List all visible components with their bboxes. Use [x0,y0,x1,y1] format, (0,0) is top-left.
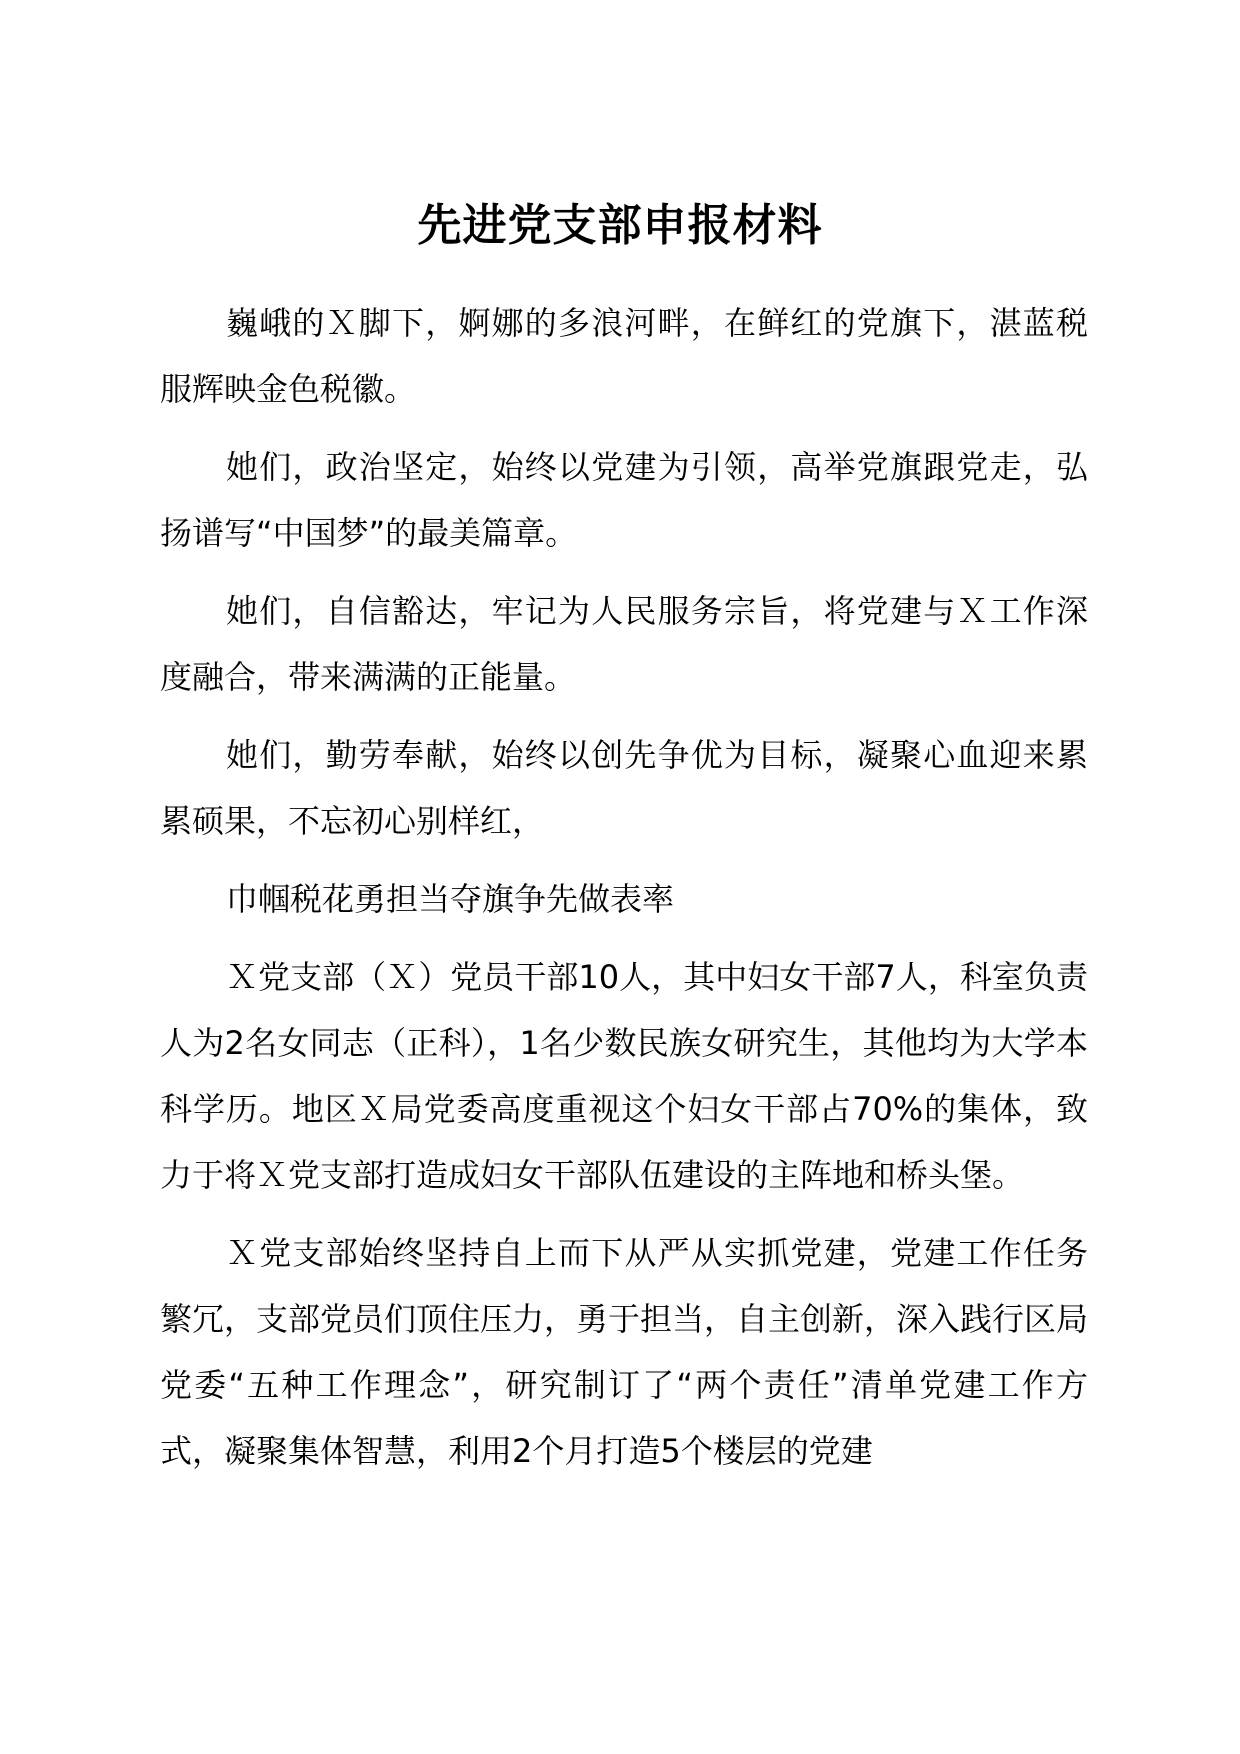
document-title: 先进党支部申报材料 [417,200,823,251]
paragraph-2: 她们，政治坚定，始终以党建为引领，高举党旗跟党走，弘扬谱写“中国梦”的最美篇章。 [160,448,1088,552]
paragraph-1: 巍峨的Ｘ脚下，婀娜的多浪河畔，在鲜红的党旗下，湛蓝税服辉映金色税徽。 [160,304,1088,408]
document-body [160,290,1088,1496]
paragraph-5: Ｘ党支部（Ｘ）党员干部10人，其中妇女干部7人，科室负责人为2名女同志（正科），1名少数民族女研究生，其他均为大学本科学历。地区Ｘ局党委高度重视这个妇女干部占70%的集体，致力于将Ｘ党支部打造成妇女干部队伍建设的主阵地和桥头堡。 [160,958,1088,1194]
paragraph-4: 她们，勤劳奉献，始终以创先争优为目标，凝聚心血迎来累累硕果，不忘初心别样红， [160,736,1088,840]
paragraph-3: 她们，自信豁达，牢记为人民服务宗旨，将党建与Ｘ工作深度融合，带来满满的正能量。 [160,592,1088,696]
paragraph-6: Ｘ党支部始终坚持自上而下从严从实抓党建，党建工作任务繁冗，支部党员们顶住压力，勇于担当，自主创新，深入践行区局党委“五种工作理念”，研究制订了“两个责任”清单党建工作方式，凝聚集体智慧，利用2个月打造5个楼层的党建 [160,1234,1089,1470]
section-heading: 巾帼税花勇担当夺旗争先做表率 [226,880,675,918]
